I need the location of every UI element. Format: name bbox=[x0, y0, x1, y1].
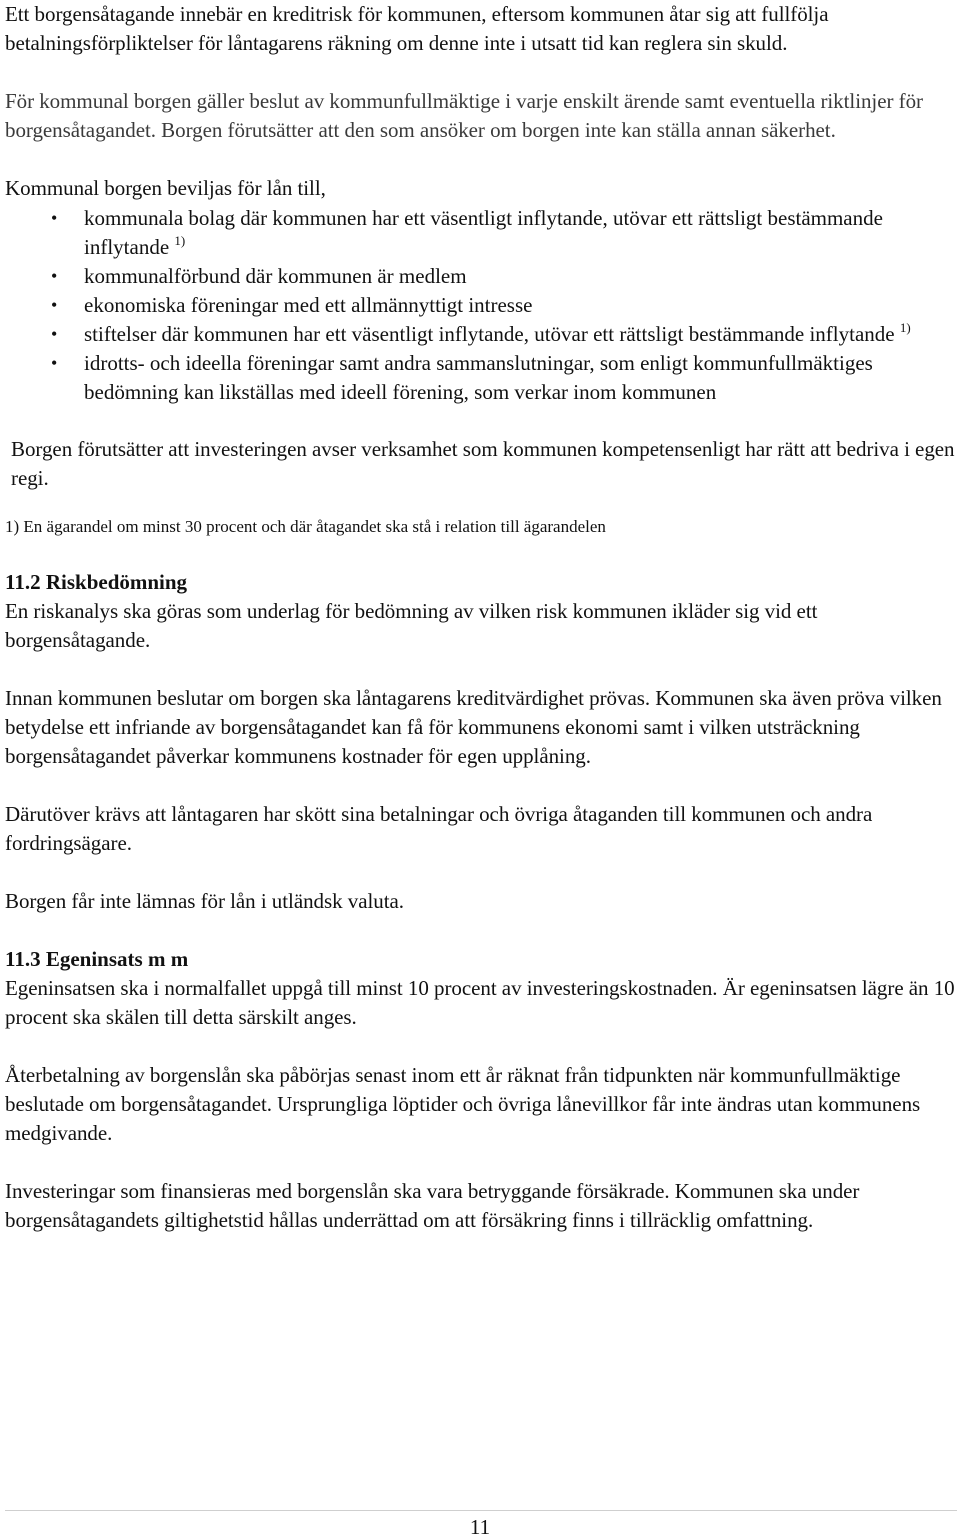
list-item bbox=[5, 204, 957, 262]
list-item-text: ekonomiska föreningar med ett allmännyttigt intresse bbox=[84, 293, 533, 317]
footnote: 1) En ägarandel om minst 30 procent och där åtagandet ska stå i relation till ägarandelen bbox=[5, 517, 606, 536]
heading-riskbedomning: 11.2 Riskbedömning bbox=[5, 570, 188, 594]
footnote-marker: 1) bbox=[174, 233, 186, 248]
list-item-text: kommunala bolag där kommunen har ett väsentligt inflytande, utövar ett rättsligt bestämmande inflytande bbox=[84, 206, 883, 259]
paragraph-credit-risk: Ett borgensåtagande innebär en kreditrisk för kommunen, eftersom kommunen åtar sig att fullfölja betalningsförpliktelser för låntagarens räkning om denne inte i utsatt tid kan reglera sin skuld. bbox=[5, 2, 829, 55]
paragraph-foreign-currency: Borgen får inte lämnas för lån i utländsk valuta. bbox=[5, 889, 404, 913]
bullet-icon: • bbox=[51, 353, 58, 373]
eligible-borrowers-list bbox=[5, 204, 957, 407]
list-item bbox=[5, 349, 957, 407]
list-item-text: stiftelser där kommunen har ett väsentligt inflytande, utövar ett rättsligt bestämmande inflytande bbox=[84, 322, 895, 346]
paragraph-decision: För kommunal borgen gäller beslut av kommunfullmäktige i varje enskilt ärende samt eventuella riktlinjer för borgensåtagandet. Borgen förutsätter att den som ansöker om borgen inte kan ställa annan säkerhet. bbox=[5, 89, 923, 142]
list-item-text: kommunalförbund där kommunen är medlem bbox=[84, 264, 467, 288]
paragraph-loan-intro: Kommunal borgen beviljas för lån till, bbox=[5, 176, 326, 200]
paragraph-own-contribution: Egeninsatsen ska i normalfallet uppgå till minst 10 procent av investeringskostnaden. Är egeninsatsen lägre än 10 procent ska skälen till detta särskilt anges. bbox=[5, 976, 955, 1029]
bullet-icon: • bbox=[51, 295, 58, 315]
list-item-text: idrotts- och ideella föreningar samt andra sammanslutningar, som enligt kommunfullmäktiges bedömning kan likställas med ideell förening, som verkar inom kommunen bbox=[84, 351, 873, 404]
list-item bbox=[5, 262, 957, 291]
paragraph-creditworthiness: Innan kommunen beslutar om borgen ska låntagarens kreditvärdighet prövas. Kommunen ska även pröva vilken betydelse ett infriande av borgensåtagandet kan få för kommunens ekonomi samt i vilken utsträckning borgensåtagandet påverkar kommunens kostnader för egen upplåning. bbox=[5, 686, 942, 768]
bullet-icon: • bbox=[51, 208, 58, 228]
list-item bbox=[5, 291, 957, 320]
document-page bbox=[5, 0, 957, 1235]
bullet-icon: • bbox=[51, 266, 58, 286]
footnote-marker: 1) bbox=[899, 320, 911, 335]
list-item bbox=[5, 320, 957, 349]
page-number: 11 bbox=[469, 1515, 491, 1539]
paragraph-risk-analysis: En riskanalys ska göras som underlag för bedömning av vilken risk kommunen ikläder sig vid ett borgensåtagande. bbox=[5, 599, 818, 652]
paragraph-investment: Borgen förutsätter att investeringen avser verksamhet som kommunen kompetensenligt har rätt att bedriva i egen regi. bbox=[11, 437, 955, 490]
heading-egeninsats: 11.3 Egeninsats m m bbox=[5, 947, 189, 971]
paragraph-repayment: Återbetalning av borgenslån ska påbörjas senast inom ett år räknat från tidpunkten när kommunfullmäktige beslutade om borgensåtagandet. Ursprungliga löptider och övriga lånevillkor får inte ändras utan kommunens medgivande. bbox=[5, 1063, 921, 1145]
paragraph-payment-history: Därutöver krävs att låntagaren har skött sina betalningar och övriga åtaganden till kommunen och andra fordringsägare. bbox=[5, 802, 873, 855]
paragraph-insurance: Investeringar som finansieras med borgenslån ska vara betryggande försäkrade. Kommunen ska under borgensåtagandets giltighetstid hållas underrättad om att försäkring finns i tillräcklig omfattning. bbox=[5, 1179, 860, 1232]
bullet-icon: • bbox=[51, 324, 58, 344]
footer-divider bbox=[5, 1510, 957, 1511]
